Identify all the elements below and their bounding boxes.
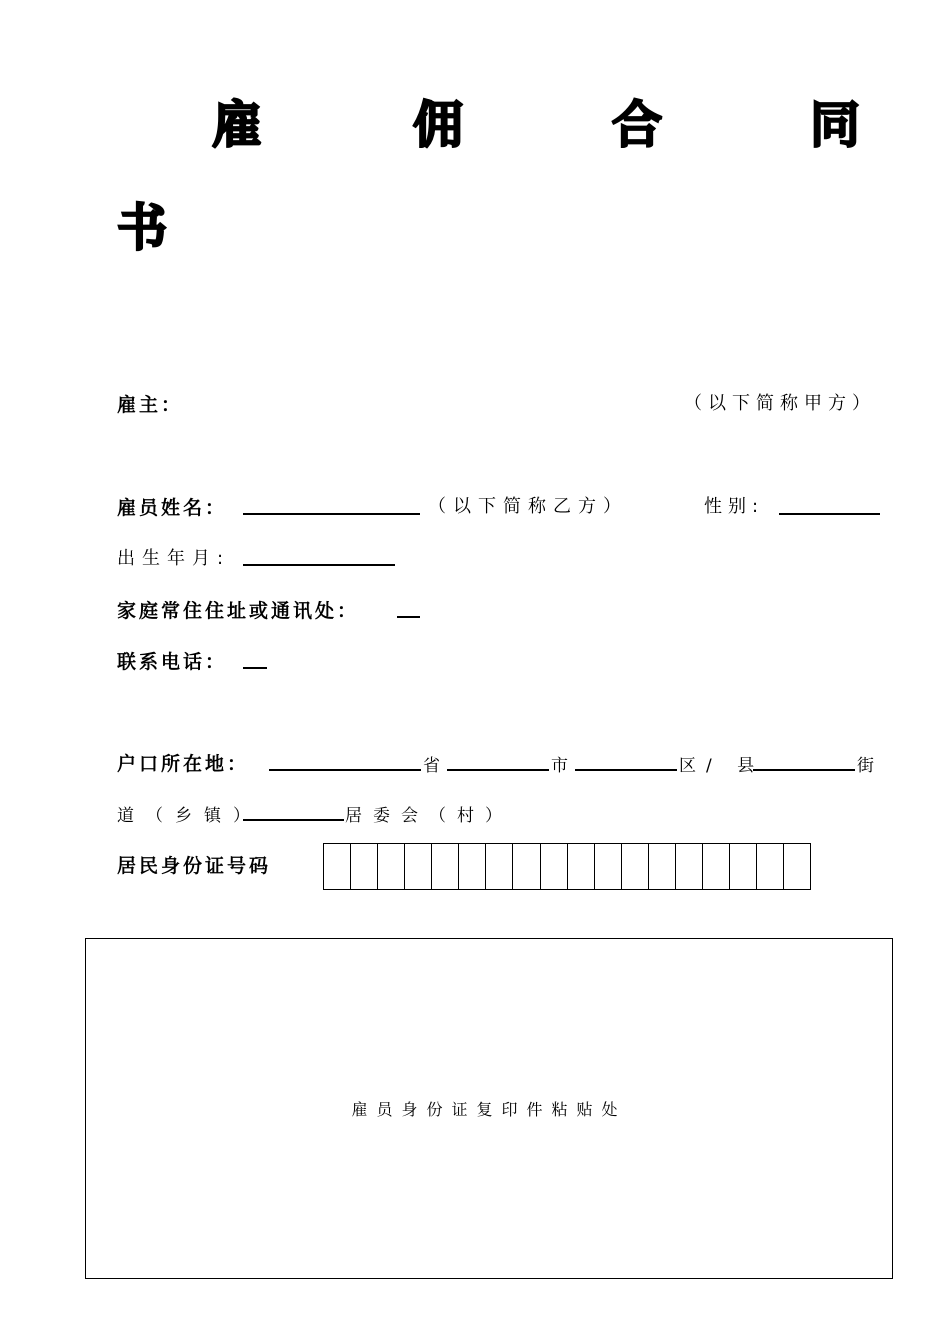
- street-label: 街: [857, 756, 884, 776]
- id-copy-paste-area: [85, 938, 893, 1279]
- id-digit-cell[interactable]: [784, 844, 810, 889]
- id-digit-cell[interactable]: [513, 844, 540, 889]
- phone-field[interactable]: [243, 667, 267, 669]
- title-char-2: 佣: [413, 96, 463, 154]
- id-digit-cell[interactable]: [649, 844, 676, 889]
- id-digit-cell[interactable]: [459, 844, 486, 889]
- id-number-label: 居民身份证号码: [117, 855, 272, 877]
- employee-alias: （以下简称乙方）: [428, 496, 628, 517]
- district-field[interactable]: [575, 769, 677, 771]
- id-digit-cell[interactable]: [703, 844, 730, 889]
- employer-label: 雇主：: [117, 394, 184, 416]
- gender-label: 性别:: [704, 496, 765, 517]
- title-char-4: 同: [810, 96, 860, 154]
- birth-label: 出生年月:: [117, 548, 231, 569]
- id-digit-cell[interactable]: [622, 844, 649, 889]
- title-char-5: 书: [117, 199, 167, 257]
- id-digit-cell[interactable]: [568, 844, 595, 889]
- id-digit-cell[interactable]: [351, 844, 378, 889]
- id-digit-cell[interactable]: [541, 844, 568, 889]
- committee-field[interactable]: [243, 819, 344, 821]
- street-field[interactable]: [753, 769, 855, 771]
- id-digit-cell[interactable]: [432, 844, 459, 889]
- id-digit-cell[interactable]: [757, 844, 784, 889]
- birth-field[interactable]: [243, 564, 395, 566]
- id-digit-cell[interactable]: [676, 844, 703, 889]
- gender-field[interactable]: [779, 513, 880, 515]
- district-label: 区/ 县: [679, 756, 765, 776]
- street-cont-label: 道（乡镇）: [117, 806, 262, 826]
- id-digit-cell[interactable]: [324, 844, 351, 889]
- id-digit-cell[interactable]: [595, 844, 622, 889]
- id-digit-cell[interactable]: [405, 844, 432, 889]
- city-field[interactable]: [447, 769, 549, 771]
- province-field[interactable]: [269, 769, 421, 771]
- household-label: 户口所在地：: [117, 753, 250, 775]
- id-number-grid[interactable]: [323, 843, 811, 890]
- employee-name-label: 雇员姓名：: [117, 497, 228, 519]
- committee-label: 居委会（村）: [345, 806, 513, 826]
- address-field[interactable]: [397, 616, 420, 618]
- id-digit-cell[interactable]: [486, 844, 513, 889]
- title-char-3: 合: [612, 96, 662, 154]
- city-label: 市: [551, 756, 578, 776]
- province-label: 省: [423, 756, 450, 776]
- employer-alias: （以下简称甲方）: [684, 393, 876, 414]
- phone-label: 联系电话：: [117, 651, 228, 673]
- address-label: 家庭常住住址或通讯处：: [117, 600, 360, 622]
- id-digit-cell[interactable]: [730, 844, 757, 889]
- paste-area-label: 雇员身份证复印件粘贴处: [351, 1100, 627, 1119]
- title-char-1: 雇: [212, 96, 262, 154]
- id-digit-cell[interactable]: [378, 844, 405, 889]
- employee-name-field[interactable]: [243, 513, 420, 515]
